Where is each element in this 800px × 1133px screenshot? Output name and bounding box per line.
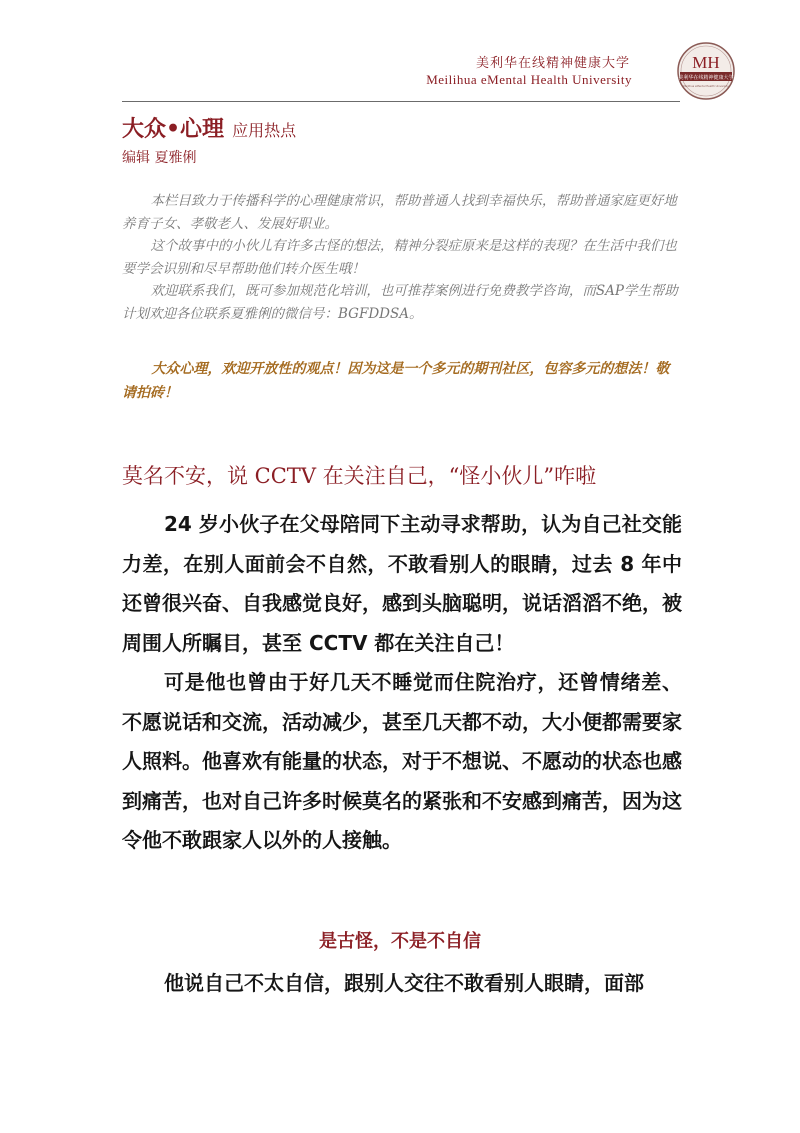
article-body (122, 505, 682, 861)
editor-credit: 编辑 夏雅俐 (122, 150, 197, 166)
article-title: 莫名不安，说 CCTV 在关注自己，“怪小伙儿”咋啦 (122, 464, 597, 488)
intro-paragraph: 欢迎联系我们，既可参加规范化培训，也可推荐案例进行免费教学咨询，而SAP学生帮助计划欢迎各位联系夏雅俐的微信号：BGFDDSA。 (122, 283, 678, 322)
column-name: 大众•心理 (122, 116, 225, 142)
section-heading: 是古怪，不是不自信 (319, 931, 481, 952)
section-body (122, 964, 682, 1004)
intro-paragraph: 这个故事中的小伙儿有许多古怪的想法，精神分裂症原来是这样的表现？在生活中我们也要学会识别和尽早帮助他们转介医生哦！ (122, 238, 677, 277)
svg-text:Meilihua eMental Health Univer: Meilihua eMental Health University (683, 85, 729, 88)
column-title (122, 112, 296, 143)
university-name-cn: 美利华在线精神健康大学 (475, 56, 630, 71)
svg-text:MH: MH (692, 53, 720, 72)
svg-text:美利华在线精神健康大学: 美利华在线精神健康大学 (678, 75, 734, 81)
body-paragraph: 他说自己不太自信，跟别人交往不敢看别人眼睛，面部 (164, 971, 644, 995)
header-divider (122, 101, 680, 102)
body-paragraph: 可是他也曾由于好几天不睡觉而住院治疗，还曾情绪差、不愿说话和交流，活动减少，甚至几天都不动，大小便都需要家人照料。他喜欢有能量的状态，对于不想说、不愿动的状态也感到痛苦，也对自己许多时候莫名的紧张和不安感到痛苦，因为这令他不敢跟家人以外的人接触。 (122, 670, 682, 852)
column-subtitle: 应用热点 (232, 121, 297, 140)
column-intro (122, 190, 682, 325)
column-slogan: 大众心理，欢迎开放性的观点！因为这是一个多元的期刊社区，包容多元的想法！敬请拍砖！ (122, 361, 670, 401)
body-paragraph: 24 岁小伙子在父母陪同下主动寻求帮助，认为自己社交能力差，在别人面前会不自然，不敢看别人的眼睛，过去 8 年中还曾很兴奋、自我感觉良好，感到头脑聪明，说话滔滔不绝，被周围人所瞩目，甚至 CCTV 都在关注自己！ (122, 512, 682, 655)
mh-logo (676, 41, 736, 101)
university-name-en: Meilihua eMental Health University (426, 72, 632, 87)
intro-paragraph: 本栏目致力于传播科学的心理健康常识，帮助普通人找到幸福快乐，帮助普通家庭更好地养育子女、孝敬老人、发展好职业。 (122, 193, 677, 232)
